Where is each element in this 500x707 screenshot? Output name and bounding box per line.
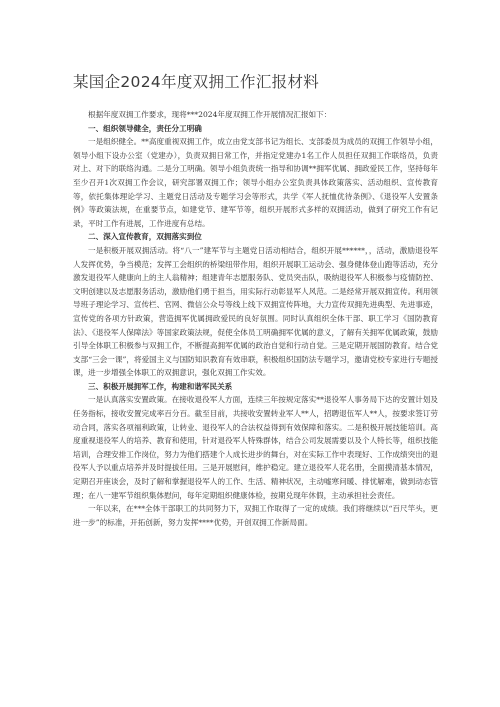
- section-3-paragraph-1: 一是认真落实安置政策。在接收退役军人方面，连续三年按规定落实**退役军人事务局下达的安置计划及任务指标，接收安置完成率百分百。截至目前，共接收安置转业军人**人，招聘退伍军人**人，按要求签订劳动合同，落实各项福利政策，让转业、退役军人的合法权益得到有效保障和落实。二是积极开展技能培训。高度重视退役军人的培养、教育和使用，针对退役军人特殊群体，结合公司发展需要以及个人特长等，组织技能培训，合理安排工作岗位，努力为他们搭建个人成长进步的舞台，对在实际工作中表现好、工作成绩突出的退役军人予以重点培养并及时提拔任用。三是开展慰问，维护稳定。建立退役军人花名册，全面摸清基本情况，定期召开座谈会，及时了解和掌握退役军人的工作、生活、精神状况，主动嘘寒问暖、排忧解难，做到动态管理；在八一建军节组织集体慰问，每年定期组织健康体检，按期兑现年休假，主动承担社会责任。: [73, 395, 438, 500]
- document-title: 某国企2024年度双拥工作汇报材料: [73, 73, 320, 91]
- closing-paragraph: 一年以来，在***全体干部职工的共同努力下，双拥工作取得了一定的成绩。我们将继续以“百尺竿头，更进一步”的标准，开拓创新，努力发挥****优势，开创双拥工作新局面。: [73, 504, 438, 527]
- section-2-paragraph-1: 一是积极开展双拥活动。将“八一”建军节与主题党日活动相结合，组织开展******，，活动，激励退役军人发挥优势，争当模范；发挥工会组织的桥梁纽带作用，组织开展职工运动会、强身健体登山跑等活动，充分激发退役军人健康向上的主人翁精神；组建青年志愿服务队、党员突击队，吸纳退役军人积极参与疫情防控、文明创建以及志愿服务活动，激励他们勇于担当，用实际行动彰显军人风范。二是经常开展双拥宣传。利用领导班子理论学习、宣传栏、官网、微信公众号等线上线下双拥宣传阵地，大力宣传双拥先进典型、先进事迹，宣传党的各项方针政策，营造拥军优属拥政爱民的良好氛围。同时认真组织全体干部、职工学习《国防教育法》、《退役军人保障法》等国家政策法规，促使全体员工明确拥军优属的意义，了解有关拥军优属政策，鼓励引导全体职工积极参与双拥工作，不断提高拥军优属的政治自觉和行动自觉。三是定期开展国防教育。结合党支部“三会一课”，将爱国主义与国防知识教育有效串联，积极组织国防法专题学习，邀请党校专家进行专题授课，进一步增强全体职工的双拥意识，强化双拥工作实效。: [73, 245, 438, 378]
- section-1-paragraph-1: 一是组织健全。**高度重视双拥工作，成立由党支部书记为组长、支部委员为成员的双拥工作领导小组，领导小组下设办公室（党建办），负责双拥日常工作，并指定党建办1名工作人员担任双拥工作联络员，负责对上、对下的联络沟通。二是分工明确。领导小组负责统一指导和协调**拥军优属、拥政爱民工作，坚持每年至少召开1次双拥工作会议，研究部署双拥工作；领导小组办公室负责具体政策落实、活动组织、宣传教育等，依托集体理论学习、主题党日活动及专题学习会等形式，共学《军人抚恤优待条例》、《退役军人安置条例》等政策法规，在重要节点，如建党节、建军节等，组织开展形式多样的双拥活动，做到了研究工作有记录，平时工作有进展，工作进度有总结。: [73, 137, 438, 228]
- section-heading-2: 二、深入宣传教育，双拥落实到位: [88, 232, 202, 242]
- section-heading-1: 一、组织领导健全，责任分工明确: [88, 123, 202, 133]
- document-body: [73, 108, 438, 529]
- section-heading-3: 三、积极开展拥军工作，构建和谐军民关系: [88, 381, 233, 391]
- intro-paragraph: 根据年度双拥工作要求，现将***2024年度双拥工作开展情况汇报如下：: [88, 110, 332, 119]
